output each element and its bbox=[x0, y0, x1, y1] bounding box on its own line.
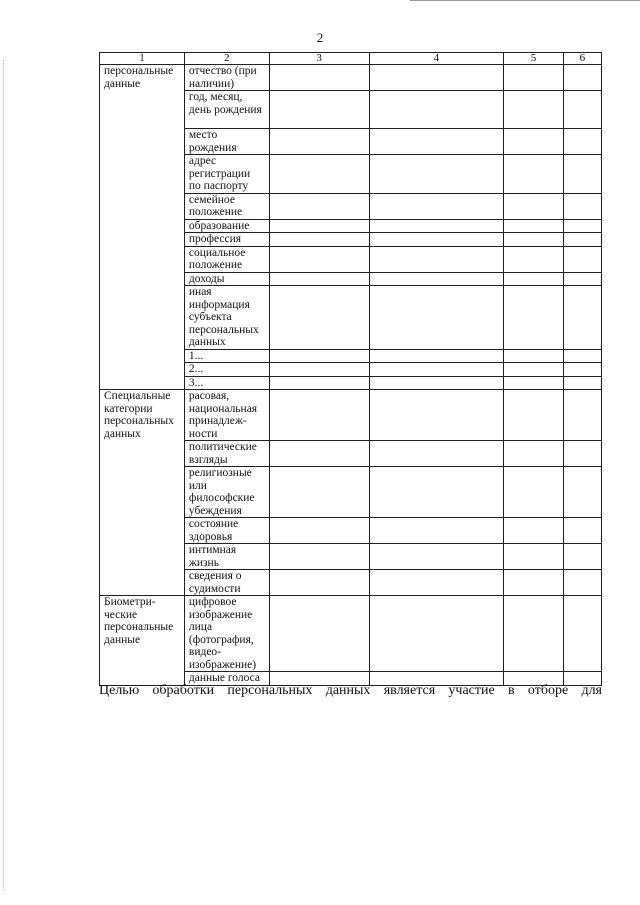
page-number: 2 bbox=[316, 30, 324, 45]
empty-cell bbox=[369, 544, 504, 570]
empty-cell bbox=[563, 518, 601, 544]
empty-cell bbox=[504, 441, 563, 467]
empty-cell bbox=[504, 155, 563, 194]
empty-cell bbox=[563, 286, 601, 350]
category-cell: персональные данные bbox=[100, 65, 185, 390]
item-cell: доходы bbox=[184, 272, 269, 286]
empty-cell bbox=[269, 233, 369, 247]
item-cell: иная информация субъекта персональных данных bbox=[184, 286, 269, 350]
empty-cell bbox=[504, 246, 563, 272]
empty-cell bbox=[504, 390, 563, 441]
item-cell: отчество (при наличии) bbox=[184, 65, 269, 91]
empty-cell bbox=[269, 518, 369, 544]
empty-cell bbox=[504, 129, 563, 155]
item-cell: социальное положение bbox=[184, 246, 269, 272]
category-cell: Специальные категории персональных данных bbox=[100, 390, 185, 596]
scan-edge-line bbox=[3, 60, 4, 890]
item-cell: 1... bbox=[184, 349, 269, 363]
empty-cell bbox=[563, 596, 601, 672]
item-cell: профессия bbox=[184, 233, 269, 247]
empty-cell bbox=[563, 376, 601, 390]
empty-cell bbox=[269, 286, 369, 350]
item-cell: год, месяц, день рождения bbox=[184, 91, 269, 129]
empty-cell bbox=[269, 376, 369, 390]
empty-cell bbox=[269, 246, 369, 272]
table-header-row bbox=[100, 53, 602, 65]
empty-cell bbox=[563, 441, 601, 467]
column-header: 4 bbox=[369, 53, 504, 65]
empty-cell bbox=[369, 91, 504, 129]
empty-cell bbox=[269, 129, 369, 155]
empty-cell bbox=[269, 349, 369, 363]
empty-cell bbox=[504, 272, 563, 286]
empty-cell bbox=[369, 65, 504, 91]
empty-cell bbox=[369, 441, 504, 467]
empty-cell bbox=[504, 544, 563, 570]
empty-cell bbox=[504, 193, 563, 219]
empty-cell bbox=[563, 390, 601, 441]
item-cell: цифровое изображение лица (фотография, видео-изображение) bbox=[184, 596, 269, 672]
empty-cell bbox=[563, 467, 601, 518]
empty-cell bbox=[504, 65, 563, 91]
empty-cell bbox=[269, 467, 369, 518]
category-cell: Биометри-ческие персональные данные bbox=[100, 596, 185, 686]
personal-data-table bbox=[99, 52, 602, 686]
empty-cell bbox=[369, 349, 504, 363]
column-header: 3 bbox=[269, 53, 369, 65]
column-header: 5 bbox=[504, 53, 563, 65]
empty-cell bbox=[269, 596, 369, 672]
item-cell: религиозные или философские убеждения bbox=[184, 467, 269, 518]
scan-corner-line bbox=[410, 0, 640, 1]
body-paragraph: Целью обработки персональных данных является участие в отборе для bbox=[99, 683, 602, 698]
empty-cell bbox=[369, 518, 504, 544]
empty-cell bbox=[504, 596, 563, 672]
item-cell: данные голоса bbox=[184, 672, 269, 686]
empty-cell bbox=[563, 570, 601, 596]
empty-cell bbox=[504, 349, 563, 363]
empty-cell bbox=[369, 467, 504, 518]
table-row bbox=[100, 390, 602, 441]
empty-cell bbox=[504, 219, 563, 233]
table-row bbox=[100, 596, 602, 672]
empty-cell bbox=[563, 193, 601, 219]
empty-cell bbox=[504, 376, 563, 390]
empty-cell bbox=[369, 233, 504, 247]
column-header: 1 bbox=[100, 53, 185, 65]
item-cell: сведения о судимости bbox=[184, 570, 269, 596]
item-cell: политические взгляды bbox=[184, 441, 269, 467]
empty-cell bbox=[369, 193, 504, 219]
empty-cell bbox=[369, 570, 504, 596]
column-header: 6 bbox=[563, 53, 601, 65]
empty-cell bbox=[563, 155, 601, 194]
item-cell: место рождения bbox=[184, 129, 269, 155]
table-body bbox=[100, 53, 602, 686]
empty-cell bbox=[369, 129, 504, 155]
empty-cell bbox=[504, 570, 563, 596]
empty-cell bbox=[369, 155, 504, 194]
empty-cell bbox=[269, 363, 369, 377]
empty-cell bbox=[369, 376, 504, 390]
empty-cell bbox=[269, 570, 369, 596]
empty-cell bbox=[504, 363, 563, 377]
item-cell: адрес регистрации по паспорту bbox=[184, 155, 269, 194]
empty-cell bbox=[269, 544, 369, 570]
item-cell: 2... bbox=[184, 363, 269, 377]
empty-cell bbox=[563, 129, 601, 155]
empty-cell bbox=[563, 219, 601, 233]
item-cell: расовая, национальная принадлеж-ности bbox=[184, 390, 269, 441]
empty-cell bbox=[504, 233, 563, 247]
table-row bbox=[100, 65, 602, 91]
empty-cell bbox=[269, 155, 369, 194]
empty-cell bbox=[504, 518, 563, 544]
empty-cell bbox=[369, 286, 504, 350]
empty-cell bbox=[269, 219, 369, 233]
empty-cell bbox=[369, 363, 504, 377]
item-cell: 3... bbox=[184, 376, 269, 390]
empty-cell bbox=[563, 544, 601, 570]
column-header: 2 bbox=[184, 53, 269, 65]
empty-cell bbox=[369, 272, 504, 286]
empty-cell bbox=[504, 286, 563, 350]
empty-cell bbox=[269, 441, 369, 467]
item-cell: образование bbox=[184, 219, 269, 233]
empty-cell bbox=[563, 246, 601, 272]
empty-cell bbox=[563, 65, 601, 91]
empty-cell bbox=[269, 91, 369, 129]
empty-cell bbox=[563, 272, 601, 286]
empty-cell bbox=[563, 363, 601, 377]
empty-cell bbox=[269, 272, 369, 286]
item-cell: интимная жизнь bbox=[184, 544, 269, 570]
empty-cell bbox=[269, 65, 369, 91]
empty-cell bbox=[504, 91, 563, 129]
empty-cell bbox=[369, 596, 504, 672]
empty-cell bbox=[563, 233, 601, 247]
empty-cell bbox=[504, 467, 563, 518]
item-cell: состояние здоровья bbox=[184, 518, 269, 544]
item-cell: семейное положение bbox=[184, 193, 269, 219]
empty-cell bbox=[369, 246, 504, 272]
empty-cell bbox=[269, 193, 369, 219]
empty-cell bbox=[563, 349, 601, 363]
empty-cell bbox=[369, 390, 504, 441]
empty-cell bbox=[269, 390, 369, 441]
empty-cell bbox=[369, 219, 504, 233]
empty-cell bbox=[563, 91, 601, 129]
